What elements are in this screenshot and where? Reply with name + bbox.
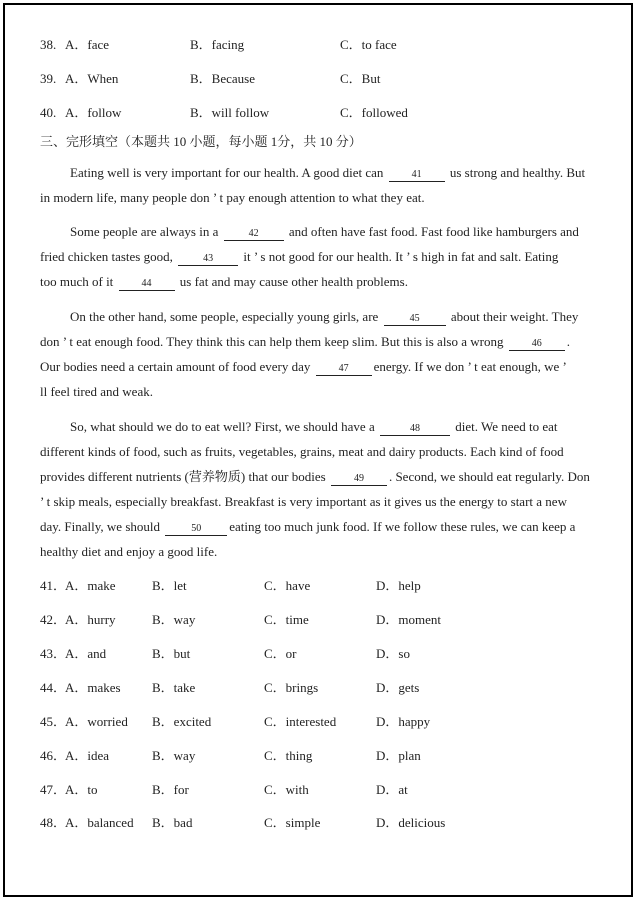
option-d: D．so (376, 646, 410, 661)
passage-line: too much of it 44 us fat and may cause other health problems. (40, 274, 408, 289)
passage-line: Eating well is very important for our health. A good diet can 41 us strong and healthy. But (70, 165, 586, 180)
option-a: A．makes (65, 680, 121, 695)
blank-44: 44 (119, 278, 175, 291)
option-c: C．have (264, 578, 311, 593)
option-c: C．followed (340, 105, 408, 120)
passage-paragraph-4 (40, 414, 596, 564)
question-number: 45． (40, 714, 67, 729)
question-number: 47． (40, 782, 67, 797)
blank-50: 50 (165, 523, 227, 536)
option-b: B．but (152, 646, 191, 661)
blank-42: 42 (224, 228, 284, 241)
passage-line: healthy diet and enjoy a good life. (40, 544, 218, 559)
question-number: 40. (40, 105, 57, 120)
option-d: D．plan (376, 748, 421, 763)
passage-paragraph-1 (40, 160, 596, 210)
option-b: B．way (152, 748, 196, 763)
passage-line: fried chicken tastes good, 43 it ’ s not good for our health. It ’ s high in fat and salt. Eating (40, 249, 559, 264)
blank-47: 47 (316, 363, 372, 376)
passage-line: don ’ t eat enough food. They think this can help them keep slim. But this is also a wrong 46 . (40, 334, 570, 349)
question-number: 48． (40, 815, 67, 830)
option-b: B．facing (190, 37, 245, 52)
option-d: D．moment (376, 612, 441, 627)
passage-paragraph-3 (40, 304, 596, 404)
option-b: B．Because (190, 71, 255, 86)
option-b: B．will follow (190, 105, 270, 120)
passage-line: Some people are always in a 42 and often have fast food. Fast food like hamburgers and (70, 224, 579, 239)
option-c: C．thing (264, 748, 313, 763)
blank-43: 43 (178, 253, 238, 266)
passage-paragraph-2 (40, 219, 596, 294)
question-number: 46． (40, 748, 67, 763)
passage-line: provides different nutrients (营养物质) that our bodies 49 . Second, we should eat regularly. Don (40, 469, 590, 484)
option-a: A．hurry (65, 612, 116, 627)
option-a: A．idea (65, 748, 110, 763)
option-b: B．let (152, 578, 187, 593)
option-a: A．face (65, 37, 110, 52)
option-d: D．gets (376, 680, 420, 695)
option-b: B．take (152, 680, 196, 695)
option-c: C．to face (340, 37, 397, 52)
blank-49: 49 (331, 473, 387, 486)
option-c: C．interested (264, 714, 337, 729)
option-a: A．follow (65, 105, 122, 120)
question-number: 39. (40, 71, 57, 86)
option-a: A．balanced (65, 815, 134, 830)
option-c: C．time (264, 612, 309, 627)
question-number: 42． (40, 612, 67, 627)
passage-line: in modern life, many people don ’ t pay enough attention to what they eat. (40, 190, 425, 205)
option-c: C．simple (264, 815, 321, 830)
passage-line: Our bodies need a certain amount of food every day 47 energy. If we don ’ t eat enough, we ’ (40, 359, 567, 374)
option-b: B．bad (152, 815, 193, 830)
option-d: D．at (376, 782, 408, 797)
question-number: 43． (40, 646, 67, 661)
option-a: A．and (65, 646, 107, 661)
option-c: C．with (264, 782, 309, 797)
passage-line: So, what should we do to eat well? First, we should have a 48 diet. We need to eat (70, 419, 558, 434)
option-d: D．delicious (376, 815, 446, 830)
option-b: B．way (152, 612, 196, 627)
blank-48: 48 (380, 423, 450, 436)
question-number: 38. (40, 37, 57, 52)
option-a: A．When (65, 71, 119, 86)
passage-line: On the other hand, some people, especially young girls, are 45 about their weight. They (70, 309, 579, 324)
question-number: 44． (40, 680, 67, 695)
option-b: B．for (152, 782, 189, 797)
blank-45: 45 (384, 313, 446, 326)
passage-line: ’ t skip meals, especially breakfast. Breakfast is very important as it gives us the energy to start a new (40, 494, 567, 509)
passage-line: day. Finally, we should 50 eating too much junk food. If we follow these rules, we can keep a (40, 519, 576, 534)
option-c: C．brings (264, 680, 319, 695)
section-title: 三、完形填空（本题共 10 小题，每小题 1分，共 10 分） (40, 134, 362, 149)
option-a: A．worried (65, 714, 128, 729)
option-d: D．happy (376, 714, 431, 729)
option-a: A．make (65, 578, 116, 593)
option-c: C．But (340, 71, 381, 86)
option-c: C．or (264, 646, 297, 661)
blank-41: 41 (389, 169, 445, 182)
blank-46: 46 (509, 338, 565, 351)
question-number: 41． (40, 578, 67, 593)
option-b: B．excited (152, 714, 212, 729)
option-d: D．help (376, 578, 421, 593)
passage-line: different kinds of food, such as fruits, vegetables, grains, meat and dairy products. Each kind of food (40, 444, 564, 459)
option-a: A．to (65, 782, 98, 797)
passage-line: ll feel tired and weak. (40, 384, 153, 399)
